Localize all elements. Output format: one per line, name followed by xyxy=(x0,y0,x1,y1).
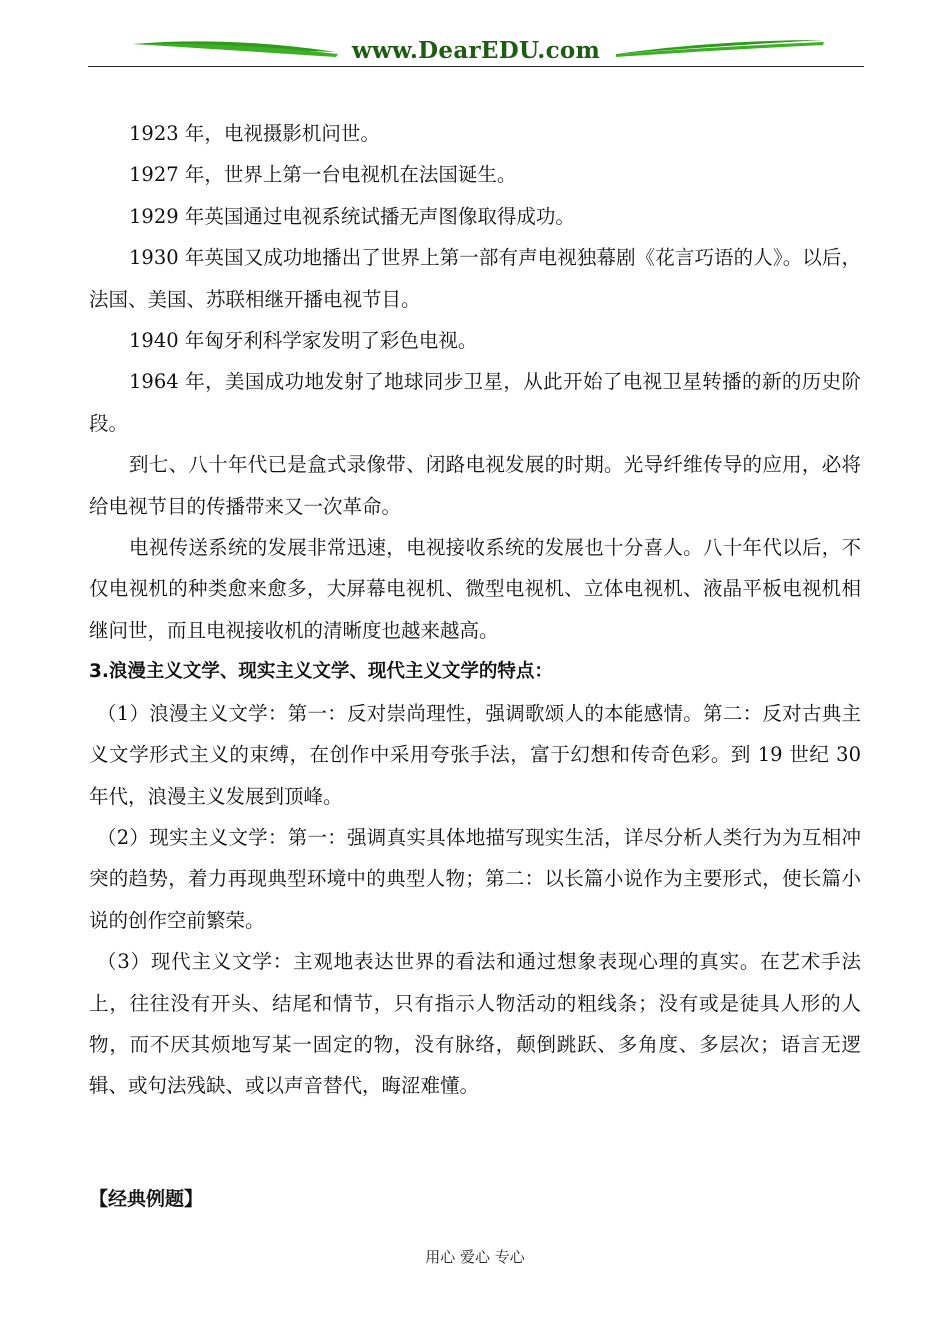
paragraph: 1929 年英国通过电视系统试播无声图像取得成功。 xyxy=(129,204,575,228)
document-body xyxy=(89,113,861,1107)
paragraph: 1964 年，美国成功地发射了地球同步卫星，从此开始了电视卫星转播的新的历史阶段。 xyxy=(89,370,861,435)
site-name: www.DearEDU.com xyxy=(351,37,601,64)
paragraph: 1923 年，电视摄影机问世。 xyxy=(129,122,380,145)
page-footer: 用心 爱心 专心 xyxy=(425,1248,525,1266)
paragraph: 1927 年，世界上第一台电视机在法国诞生。 xyxy=(129,163,517,187)
paragraph: 电视传送系统的发展非常迅速，电视接收系统的发展也十分喜人。八十年代以后，不仅电视机的种类愈来愈多，大屏幕电视机、微型电视机、立体电视机、液晶平板电视机相继问世，而且电视接收机的清晰度也越来越高。 xyxy=(89,536,861,642)
point-item: （3）现代主义文学：主观地表达世界的看法和通过想象表现心理的真实。在艺术手法上，往往没有开头、结尾和情节，只有指示人物活动的粗线条；没有或是徒具人形的人物，而不厌其烦地写某一固定的物，没有脉络，颠倒跳跃、多角度、多层次；语言无逻辑、或句法残缺、或以声音替代，晦涩难懂。 xyxy=(89,950,861,1098)
header-rule xyxy=(88,66,864,67)
page-header xyxy=(88,30,864,70)
paragraph: 1930 年英国又成功地播出了世界上第一部有声电视独幕剧《花言巧语的人》。以后，法国、美国、苏联相继开播电视节目。 xyxy=(89,246,861,311)
point-item: （1）浪漫主义文学：第一：反对崇尚理性，强调歌颂人的本能感情。第二：反对古典主义文学形式主义的束缚，在创作中采用夸张手法，富于幻想和传奇色彩。到 19 世纪 30 年代，浪漫主义发展到顶峰。 xyxy=(89,701,861,808)
point-item: （2）现实主义文学：第一：强调真实具体地描写现实生活，详尽分析人类行为为互相冲突的趋势，着力再现典型环境中的典型人物；第二：以长篇小说作为主要形式，使长篇小说的创作空前繁荣。 xyxy=(89,825,861,932)
paragraph: 1940 年匈牙利科学家发明了彩色电视。 xyxy=(129,329,478,353)
classic-examples-heading: 【经典例题】 xyxy=(89,1188,204,1210)
section-title-3: 3.浪漫主义文学、现实主义文学、现代主义文学的特点： xyxy=(89,661,553,683)
paragraph: 到七、八十年代已是盒式录像带、闭路电视发展的时期。光导纤维传导的应用，必将给电视节目的传播带来又一次革命。 xyxy=(89,453,861,518)
